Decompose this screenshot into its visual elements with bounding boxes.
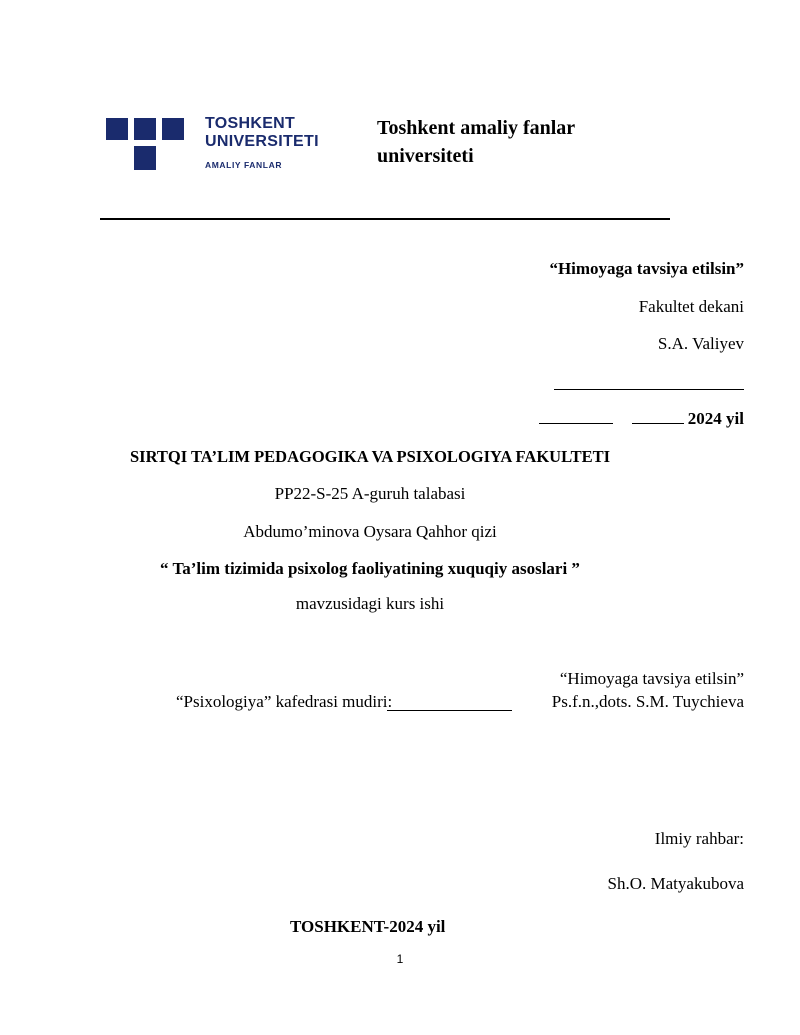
date-month-blank — [632, 423, 684, 424]
logo-line-2: UNIVERSITETI — [205, 133, 319, 150]
approval-title: “Himoyaga tavsiya etilsin” — [549, 259, 744, 278]
student-group: PP22-S-25 A-guruh talabasi — [274, 484, 466, 503]
work-topic: “ Ta’lim tizimida psixolog faoliyatining xuquqiy asoslari ” — [160, 559, 580, 578]
university-title-line-2: universiteti — [377, 145, 474, 167]
signature-line — [554, 389, 744, 390]
department-recommend: “Himoyaga tavsiya etilsin” — [559, 669, 744, 688]
approval-date — [539, 409, 744, 429]
page-number: 1 — [396, 952, 404, 966]
supervisor-label: Ilmiy rahbar: — [654, 829, 744, 848]
faculty-name: SIRTQI TA’LIM PEDAGOGIKA VA PSIXOLOGIYA FAKULTETI — [129, 447, 611, 466]
approval-name: S.A. Valiyev — [657, 334, 744, 353]
header-divider — [100, 218, 670, 220]
university-title-line-1: Toshkent amaliy fanlar — [377, 117, 576, 139]
university-title — [377, 114, 575, 170]
department-head-label: “Psixologiya” kafedrasi mudiri: — [176, 692, 393, 711]
approval-position: Fakultet dekani — [638, 297, 744, 316]
department-head-name: Ps.f.n.,dots. S.M. Tuychieva — [551, 692, 744, 711]
student-name: Abdumo’minova Oysara Qahhor qizi — [243, 522, 497, 541]
university-logo-mark — [106, 118, 184, 174]
logo-line-3: AMALIY FANLAR — [205, 160, 283, 170]
approval-year: 2024 yil — [687, 409, 744, 428]
date-day-blank — [539, 423, 613, 424]
work-topic-suffix: mavzusidagi kurs ishi — [295, 594, 445, 613]
supervisor-name: Sh.O. Matyakubova — [607, 874, 744, 893]
city-year: TOSHKENT-2024 yil — [290, 917, 446, 936]
logo-wordmark — [205, 115, 319, 151]
department-signature-line — [387, 710, 512, 711]
logo-line-1: TOSHKENT — [205, 115, 296, 132]
